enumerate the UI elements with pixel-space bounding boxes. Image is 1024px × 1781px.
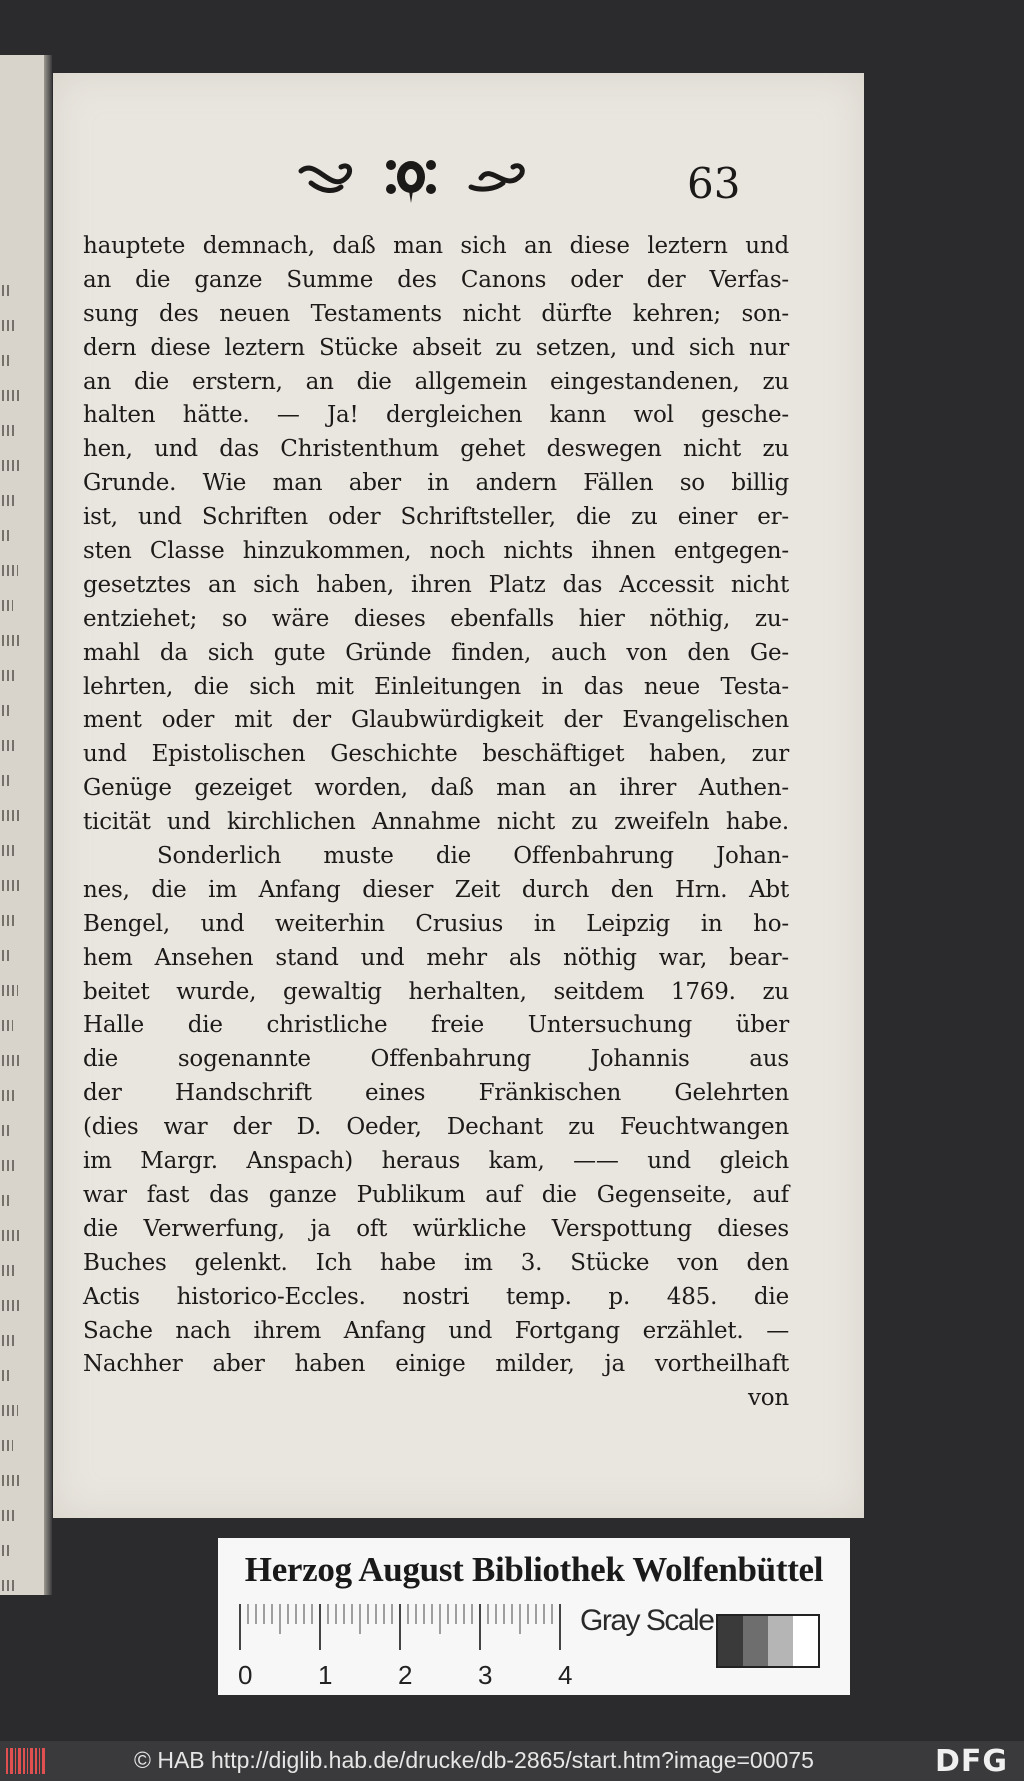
text-line: die Verwerfung, ja oft würkliche Verspottung dieses: [83, 1215, 789, 1242]
gray-scale-label: Gray Scale: [580, 1604, 714, 1637]
strip-mark: [2, 1055, 20, 1066]
strip-mark: [2, 1405, 18, 1416]
text-line: die sogenannte Offenbahrung Johannis aus: [83, 1046, 789, 1073]
text-line: und Epistolischen Geschichte beschäftiget haben, zur: [83, 741, 789, 768]
strip-mark: [2, 1020, 13, 1031]
strip-mark: [2, 705, 10, 716]
strip-mark: [2, 1265, 14, 1276]
strip-mark: [2, 915, 16, 926]
strip-mark: [2, 810, 19, 821]
strip-mark: [2, 880, 21, 891]
strip-mark: [2, 495, 16, 506]
text-line: Halle die christliche freie Untersuchung über: [83, 1012, 789, 1039]
strip-mark: [2, 1125, 10, 1136]
text-line: entziehet; so wäre dieses ebenfalls hier nöthig, zu-: [83, 605, 789, 632]
text-line: Bengel, und weiterhin Crusius in Leipzig in ho-: [83, 910, 789, 937]
text-line: (dies war der D. Oeder, Dechant zu Feuchtwangen: [83, 1114, 789, 1141]
gray-swatch: [718, 1616, 743, 1666]
gray-swatch: [793, 1616, 818, 1666]
gray-scale-swatches: [716, 1614, 820, 1668]
scale-ruler: [238, 1600, 573, 1692]
ruler-label: 3: [478, 1660, 493, 1690]
gray-swatch: [743, 1616, 768, 1666]
text-line: sung des neuen Testaments nicht dürfte kehren; son-: [83, 300, 789, 327]
strip-mark: [2, 1335, 16, 1346]
viewer-footer-bar: [0, 1741, 1024, 1781]
text-line: Sonderlich muste die Offenbahrung Johan-: [157, 843, 789, 870]
strip-mark: [2, 1510, 15, 1521]
text-line: an die ganze Summe des Canons oder der Verfas-: [83, 266, 789, 293]
strip-mark: [2, 425, 14, 436]
strip-mark: [2, 775, 12, 786]
strip-mark: [2, 845, 14, 856]
strip-mark: [2, 530, 11, 541]
text-line: Nachher aber haben einige milder, ja vortheilhaft: [83, 1351, 789, 1378]
strip-mark: [2, 320, 17, 331]
text-line: mahl da sich gute Gründe finden, auch von den Ge-: [83, 639, 789, 666]
page-header: [53, 153, 864, 213]
strip-mark: [2, 635, 20, 646]
text-line: Grunde. Wie man aber in andern Fällen so billig: [83, 470, 789, 497]
strip-mark: [2, 1545, 10, 1556]
strip-mark: [2, 740, 17, 751]
text-line: hen, und das Christenthum gehet deswegen nicht zu: [83, 436, 789, 463]
page-number: 63: [687, 159, 741, 208]
gray-swatch: [768, 1616, 793, 1666]
body-text: [83, 230, 789, 1416]
previous-page-edge: [0, 55, 50, 1595]
ruler-label: 0: [238, 1660, 253, 1690]
text-line: ist, und Schriften oder Schriftsteller, die zu einer er-: [83, 504, 789, 531]
strip-mark: [2, 1300, 21, 1311]
strip-mark: [2, 1440, 13, 1451]
strip-mark: [2, 1195, 12, 1206]
ruler-label: 2: [398, 1660, 413, 1690]
text-line: hem Ansehen stand und mehr als nöthig war, bear-: [83, 944, 789, 971]
source-link[interactable]: © HAB http://diglib.hab.de/drucke/db-2865/start.htm?image=00075: [134, 1747, 814, 1773]
strip-mark: [2, 460, 21, 471]
text-line: im Margr. Anspach) heraus kam, —— und gleich: [83, 1148, 789, 1175]
text-line: von: [747, 1385, 789, 1412]
page-gutter-shadow: [44, 55, 52, 1595]
text-line: hauptete demnach, daß man sich an diese leztern und: [83, 233, 789, 259]
ruler-label: 4: [558, 1660, 573, 1690]
strip-mark: [2, 670, 15, 681]
strip-mark: [2, 1475, 20, 1486]
strip-mark: [2, 985, 18, 996]
library-name: Herzog August Bibliothek Wolfenbüttel: [244, 1550, 824, 1589]
text-line: an die erstern, an die allgemein eingestandenen, zu: [83, 368, 789, 395]
text-line: halten hätte. — Ja! dergleichen kann wol gesche-: [83, 402, 789, 429]
text-line: der Handschrift eines Fränkischen Gelehrten: [83, 1080, 789, 1107]
strip-mark: [2, 355, 12, 366]
printer-ornament-icon: [291, 153, 531, 203]
dfg-logo: DFG: [935, 1744, 1009, 1779]
strip-mark: [2, 1370, 11, 1381]
text-line: sten Classe hinzukommen, noch nichts ihnen entgegen-: [83, 538, 789, 565]
book-page: [53, 73, 864, 1518]
strip-mark: [2, 565, 18, 576]
strip-mark: [2, 1090, 15, 1101]
text-line: nes, die im Anfang dieser Zeit durch den Hrn. Abt: [83, 876, 789, 903]
strip-mark: [2, 600, 13, 611]
strip-mark: [2, 390, 19, 401]
barcode-icon: [6, 1748, 46, 1774]
strip-mark: [2, 1580, 17, 1591]
previous-page-text-marks: [2, 285, 22, 1615]
text-line: ticität und kirchlichen Annahme nicht zu zweifeln habe.: [83, 809, 789, 836]
text-line: Genüge gezeiget worden, daß man an ihrer Authen-: [83, 775, 789, 802]
strip-mark: [2, 950, 11, 961]
text-line: Buches gelenkt. Ich habe im 3. Stücke von den: [83, 1249, 789, 1276]
text-line: war fast das ganze Publikum auf die Gegenseite, auf: [83, 1181, 789, 1208]
strip-mark: [2, 1230, 19, 1241]
library-color-card: [218, 1538, 850, 1695]
text-line: lehrten, die sich mit Einleitungen in das neue Testa-: [83, 673, 789, 700]
text-line: gesetztes an sich haben, ihren Platz das Accessit nicht: [83, 571, 789, 598]
text-line: ment oder mit der Glaubwürdigkeit der Evangelischen: [83, 707, 789, 734]
text-line: Actis historico-Eccles. nostri temp. p. 485. die: [83, 1283, 789, 1310]
text-line: beitet wurde, gewaltig herhalten, seitdem 1769. zu: [83, 978, 789, 1005]
strip-mark: [2, 285, 10, 296]
ruler-label: 1: [318, 1660, 333, 1690]
strip-mark: [2, 1160, 17, 1171]
text-line: Sache nach ihrem Anfang und Fortgang erzählet. —: [83, 1317, 789, 1344]
text-line: dern diese leztern Stücke abseit zu setzen, und sich nur: [83, 334, 789, 361]
